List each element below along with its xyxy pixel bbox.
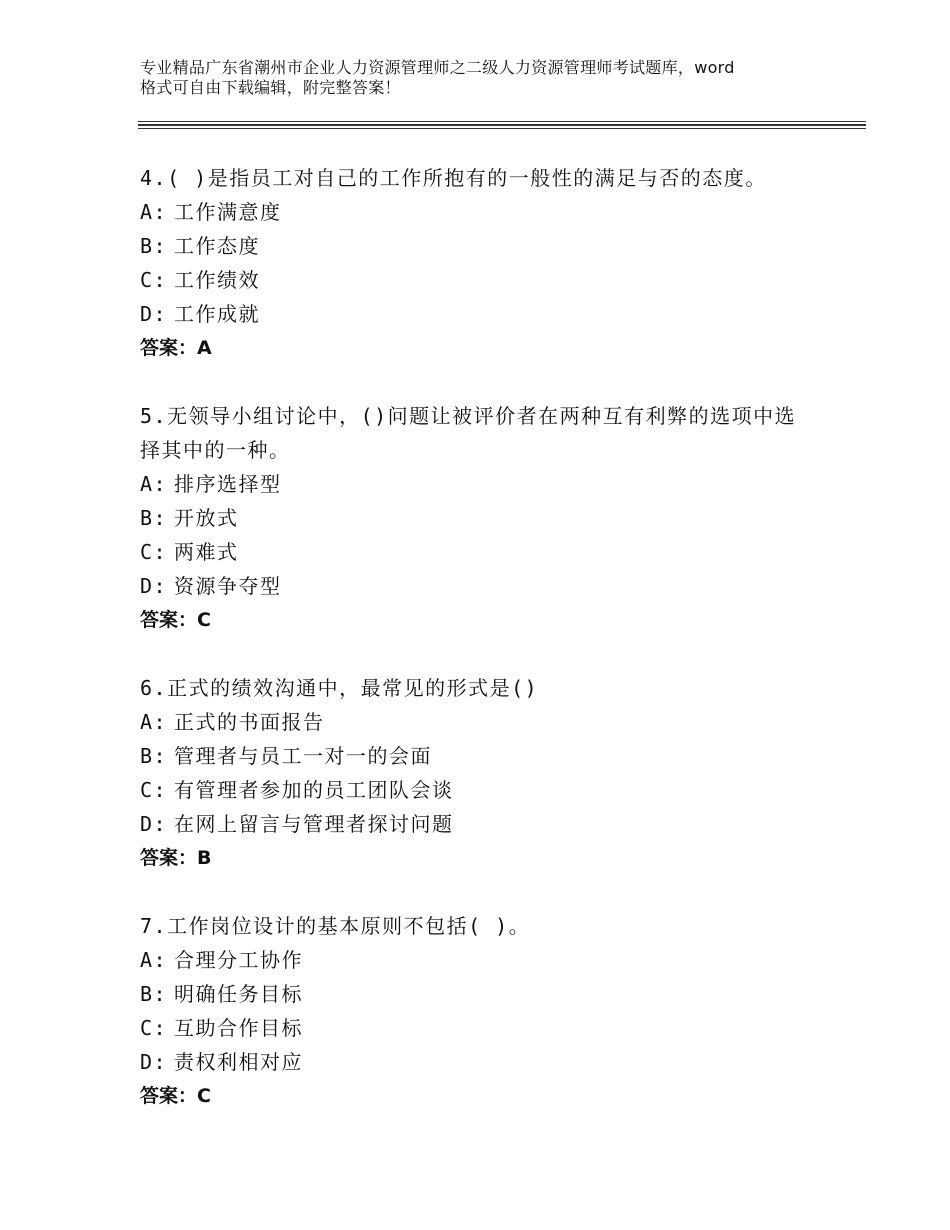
option-text: 两难式 <box>174 540 239 564</box>
option-letter: B: <box>140 982 168 1006</box>
option-letter: A: <box>140 200 168 224</box>
header-divider-middle <box>138 124 866 126</box>
question-7 <box>140 909 860 1113</box>
header-line-2: 格式可自由下载编辑，附完整答案！ <box>140 78 401 97</box>
option-text: 工作绩效 <box>174 268 260 292</box>
option-c <box>140 773 860 807</box>
option-text: 工作成就 <box>174 302 260 326</box>
option-letter: C: <box>140 540 168 564</box>
option-letter: C: <box>140 778 168 802</box>
question-6 <box>140 671 860 875</box>
option-letter: A: <box>140 710 168 734</box>
option-letter: D: <box>140 1050 168 1074</box>
option-letter: C: <box>140 268 168 292</box>
option-b <box>140 977 860 1011</box>
option-d <box>140 297 860 331</box>
option-c <box>140 535 860 569</box>
answer-line: 答案：A <box>140 337 212 359</box>
header-line-1: 专业精品广东省潮州市企业人力资源管理师之二级人力资源管理师考试题库，word <box>140 58 735 77</box>
option-letter: B: <box>140 506 168 530</box>
header-divider-top <box>138 121 866 122</box>
option-b <box>140 739 860 773</box>
option-text: 工作满意度 <box>174 200 282 224</box>
answer-line: 答案：B <box>140 847 212 869</box>
option-b <box>140 229 860 263</box>
option-d <box>140 1045 860 1079</box>
answer-line: 答案：C <box>140 609 211 631</box>
option-a <box>140 705 860 739</box>
option-a <box>140 467 860 501</box>
document-header <box>140 58 860 98</box>
option-letter: C: <box>140 1016 168 1040</box>
option-d <box>140 569 860 603</box>
option-text: 互助合作目标 <box>174 1016 303 1040</box>
option-letter: D: <box>140 812 168 836</box>
question-text: 7.工作岗位设计的基本原则不包括( )。 <box>140 914 531 938</box>
header-divider-bottom <box>138 128 866 129</box>
option-text: 管理者与员工一对一的会面 <box>174 744 432 768</box>
question-text: 6.正式的绩效沟通中，最常见的形式是() <box>140 676 539 700</box>
option-letter: A: <box>140 948 168 972</box>
option-text: 在网上留言与管理者探讨问题 <box>174 812 454 836</box>
option-letter: A: <box>140 472 168 496</box>
question-text: 5.无领导小组讨论中，()问题让被评价者在两种互有利弊的选项中选 <box>140 404 797 428</box>
option-text: 正式的书面报告 <box>174 710 325 734</box>
answer-line: 答案：C <box>140 1085 211 1107</box>
option-a <box>140 943 860 977</box>
question-5 <box>140 399 860 637</box>
option-text: 排序选择型 <box>174 472 282 496</box>
option-letter: B: <box>140 234 168 258</box>
question-list <box>140 161 860 1147</box>
option-text: 明确任务目标 <box>174 982 303 1006</box>
question-4 <box>140 161 860 365</box>
option-c <box>140 263 860 297</box>
option-letter: D: <box>140 302 168 326</box>
option-text: 责权利相对应 <box>174 1050 303 1074</box>
option-text: 有管理者参加的员工团队会谈 <box>174 778 454 802</box>
option-text: 工作态度 <box>174 234 260 258</box>
option-text: 开放式 <box>174 506 239 530</box>
option-text: 资源争夺型 <box>174 574 282 598</box>
option-d <box>140 807 860 841</box>
option-letter: D: <box>140 574 168 598</box>
option-b <box>140 501 860 535</box>
option-text: 合理分工协作 <box>174 948 303 972</box>
question-text-continued: 择其中的一种。 <box>140 438 291 462</box>
option-letter: B: <box>140 744 168 768</box>
option-a <box>140 195 860 229</box>
option-c <box>140 1011 860 1045</box>
question-text: 4.( )是指员工对自己的工作所抱有的一般性的满足与否的态度。 <box>140 166 767 190</box>
